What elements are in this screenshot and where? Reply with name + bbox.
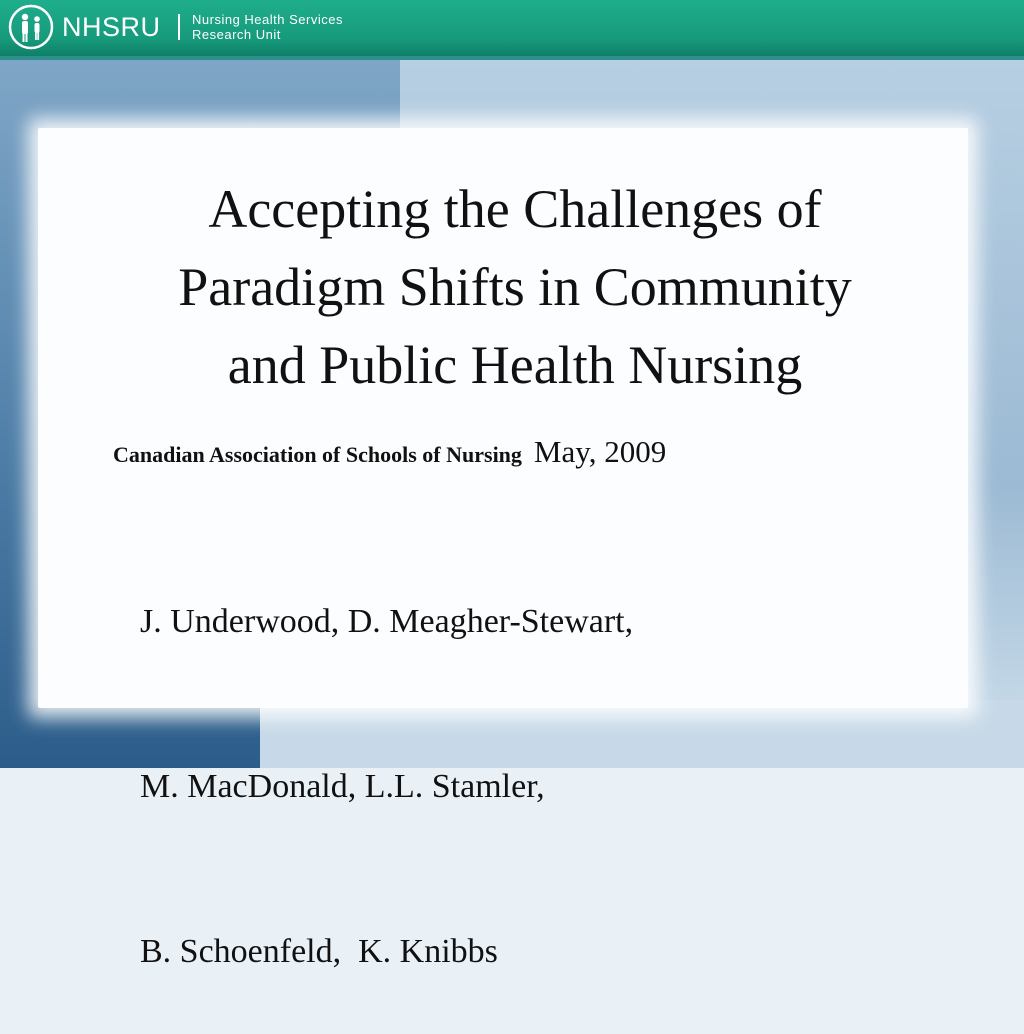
logo-text: NHSRU	[62, 12, 161, 42]
nhsru-people-logo-icon	[8, 4, 54, 50]
header-rule	[0, 56, 1024, 60]
author-line: J. Underwood, D. Meagher-Stewart,	[140, 603, 634, 640]
logo-divider	[178, 14, 180, 40]
author-line: B. Schoenfeld, K. Knibbs	[140, 933, 498, 970]
author-line: M. MacDonald, L.L. Stamler,	[140, 768, 545, 805]
title-line: Paradigm Shifts in Community	[178, 257, 852, 317]
header-band	[0, 0, 1024, 56]
title-line: Accepting the Challenges of	[208, 179, 822, 239]
organization-name: Canadian Association of Schools of Nursing	[113, 442, 522, 467]
logo-subtitle	[192, 12, 343, 42]
logo-subtitle-line2: Research Unit	[192, 27, 281, 42]
title-line: and Public Health Nursing	[227, 335, 803, 395]
logo-subtitle-line1: Nursing Health Services	[192, 12, 343, 27]
organization-date-line	[113, 434, 666, 470]
slide-title	[40, 170, 990, 404]
presentation-date: May, 2009	[533, 434, 667, 469]
author-list	[140, 484, 633, 1034]
